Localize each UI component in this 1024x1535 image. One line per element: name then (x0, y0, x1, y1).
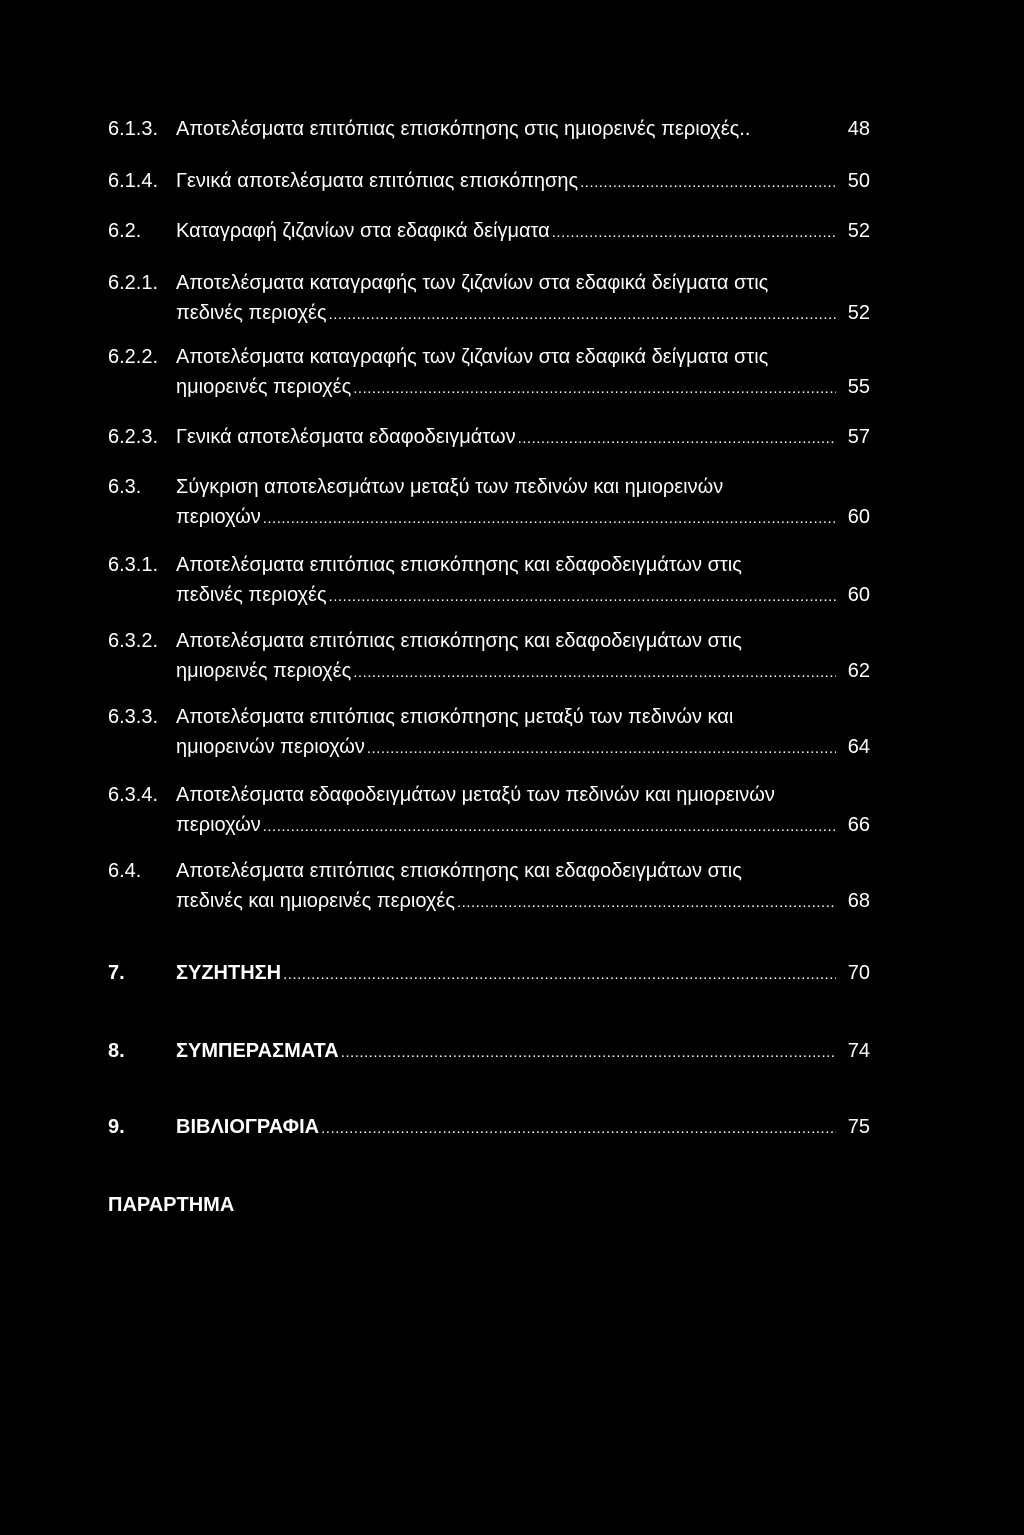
toc-chapter-8 (108, 1036, 870, 1068)
toc-chapter-title: ΒΙΒΛΙΟΓΡΑΦΙΑ (176, 1116, 320, 1138)
toc-leader-dots (552, 218, 836, 248)
toc-leader-dots (580, 168, 836, 198)
toc-entry-number: 7. (108, 962, 125, 984)
toc-entry-title-line-1: Αποτελέσματα επιτόπιας επισκόπησης και εδαφοδειγμάτων στις (176, 860, 742, 882)
toc-page-number: 60 (847, 506, 870, 528)
toc-entry-number: 6.3.1. (108, 554, 159, 576)
toc-chapter-title: ΣΥΖΗΤΗΣΗ (176, 962, 282, 984)
toc-leader-dots (263, 812, 836, 842)
toc-entry-title: Καταγραφή ζιζανίων στα εδαφικά δείγματα (176, 220, 550, 242)
toc-entry-6-1-4 (108, 166, 870, 198)
toc-entry-6-3-3 (108, 702, 870, 764)
toc-page-number: 64 (847, 736, 870, 758)
toc-entry-number: 6.1.3. (108, 118, 159, 140)
toc-page-number: 55 (847, 376, 870, 398)
toc-page-number: 62 (847, 660, 870, 682)
toc-chapter-title: ΣΥΜΠΕΡΑΣΜΑΤΑ (176, 1040, 339, 1062)
toc-entry-6-2-1 (108, 268, 870, 330)
toc-entry-number: 6.3. (108, 476, 142, 498)
toc-leader-dots (263, 504, 836, 534)
toc-leader-dots (341, 1038, 836, 1068)
toc-entry-title-line-2: πεδινές περιοχές (176, 302, 327, 324)
toc-page-number: 52 (847, 220, 870, 242)
toc-entry-title-line-1: Σύγκριση αποτελεσμάτων μεταξύ των πεδινών και ημιορεινών (176, 476, 724, 498)
toc-chapter-7 (108, 958, 870, 990)
toc-leader-dots (321, 1114, 836, 1144)
toc-entry-number: 6.2.3. (108, 426, 159, 448)
toc-entry-title-line-1: Αποτελέσματα επιτόπιας επισκόπησης και εδαφοδειγμάτων στις (176, 630, 742, 652)
toc-page-number: 66 (847, 814, 870, 836)
toc-entry-title: Γενικά αποτελέσματα εδαφοδειγμάτων (176, 426, 516, 448)
toc-leader-dots (367, 734, 836, 764)
toc-entry-6-3-4 (108, 780, 870, 842)
toc-entry-number: 6.2. (108, 220, 142, 242)
toc-page-number: 52 (847, 302, 870, 324)
toc-leader-dots (353, 658, 836, 688)
toc-entry-title: Αποτελέσματα επιτόπιας επισκόπησης στις ημιορεινές περιοχές.. (176, 118, 751, 140)
toc-entry-title-line-1: Αποτελέσματα καταγραφής των ζιζανίων στα εδαφικά δείγματα στις (176, 346, 769, 368)
toc-entry-title-line-1: Αποτελέσματα επιτόπιας επισκόπησης και εδαφοδειγμάτων στις (176, 554, 742, 576)
toc-entry-number: 6.1.4. (108, 170, 159, 192)
toc-entry-number: 6.4. (108, 860, 142, 882)
toc-entry-6-1-3 (108, 114, 870, 144)
toc-entry-title-line-2: ημιορεινές περιοχές (176, 660, 352, 682)
toc-entry-title-line-1: Αποτελέσματα καταγραφής των ζιζανίων στα εδαφικά δείγματα στις (176, 272, 769, 294)
toc-entry-6-2-2 (108, 342, 870, 404)
toc-entry-title-line-2: περιοχών (176, 814, 261, 836)
toc-page-number: 74 (847, 1040, 870, 1062)
toc-leader-dots (518, 424, 836, 454)
toc-leader-dots (283, 960, 836, 990)
toc-page-number: 75 (847, 1116, 870, 1138)
toc-entry-title-line-1: Αποτελέσματα επιτόπιας επισκόπησης μεταξύ των πεδινών και (176, 706, 734, 728)
toc-page-number: 60 (847, 584, 870, 606)
toc-leader-dots (353, 374, 836, 404)
toc-entry-6-2 (108, 216, 870, 248)
toc-page-number: 70 (847, 962, 870, 984)
toc-entry-title-line-2: πεδινές και ημιορεινές περιοχές (176, 890, 455, 912)
toc-chapter-9 (108, 1112, 870, 1144)
toc-entry-6-3-1 (108, 550, 870, 612)
toc-entry-number: 6.2.1. (108, 272, 159, 294)
toc-page-number: 50 (847, 170, 870, 192)
toc-entry-number: 9. (108, 1116, 125, 1138)
toc-entry-title-line-2: ημιορεινών περιοχών (176, 736, 365, 758)
toc-page-number: 48 (847, 118, 870, 140)
toc-entry-title: Γενικά αποτελέσματα επιτόπιας επισκόπησης (176, 170, 579, 192)
toc-entry-title-line-2: ημιορεινές περιοχές (176, 376, 352, 398)
toc-entry-6-3-2 (108, 626, 870, 688)
appendix-title: ΠΑΡΑΡΤΗΜΑ (108, 1194, 235, 1216)
toc-page-number: 68 (847, 890, 870, 912)
toc-entry-6-2-3 (108, 422, 870, 454)
toc-leader-dots (457, 888, 836, 918)
toc-entry-title-line-1: Αποτελέσματα εδαφοδειγμάτων μεταξύ των πεδινών και ημιορεινών (176, 784, 775, 806)
toc-entry-6-4 (108, 856, 870, 918)
toc-entry-number: 6.2.2. (108, 346, 159, 368)
toc-entry-title-line-2: περιοχών (176, 506, 261, 528)
toc-entry-6-3 (108, 472, 870, 534)
toc-entry-number: 6.3.4. (108, 784, 159, 806)
toc-page-number: 57 (847, 426, 870, 448)
toc-entry-number: 6.3.2. (108, 630, 159, 652)
toc-entry-title-line-2: πεδινές περιοχές (176, 584, 327, 606)
toc-entry-number: 6.3.3. (108, 706, 159, 728)
toc-entry-number: 8. (108, 1040, 125, 1062)
toc-leader-dots (329, 300, 836, 330)
toc-leader-dots (329, 582, 836, 612)
